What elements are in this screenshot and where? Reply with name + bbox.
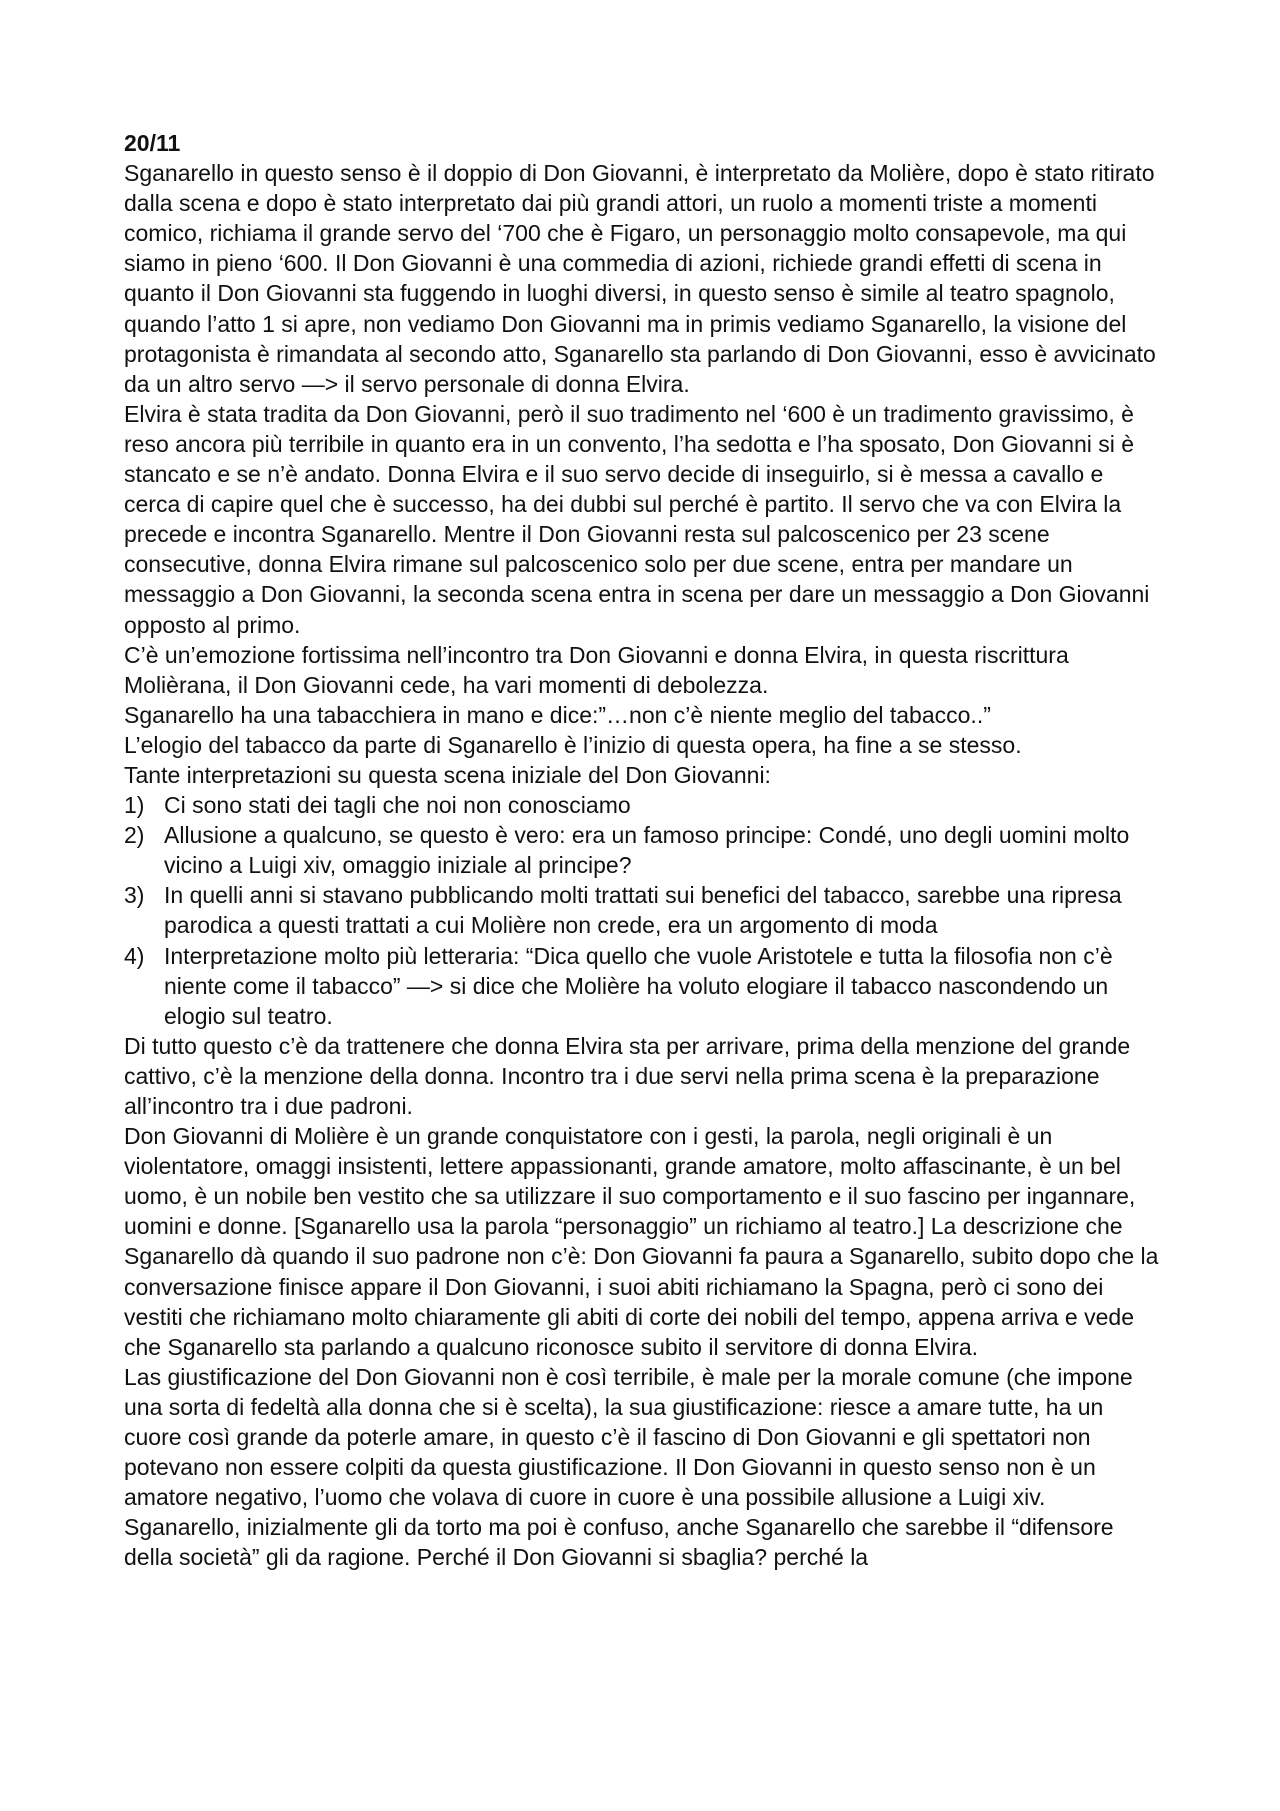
paragraph: Sganarello in questo senso è il doppio di Don Giovanni, è interpretato da Molière, dopo è stato ritirato dalla scena e dopo è stato interpretato dai più grandi attori, un ruolo a momenti triste a momenti comico, richiama il grande servo del ‘700 che è Figaro, un personaggio molto consapevole, ma qui siamo in pieno ‘600. Il Don Giovanni è una commedia di azioni, richiede grandi effetti di scena in quanto il Don Giovanni sta fuggendo in luoghi diversi, in questo senso è simile al teatro spagnolo, quando l’atto 1 si apre, non vediamo Don Giovanni ma in primis vediamo Sganarello, la visione del protagonista è rimandata al secondo atto, Sganarello sta parlando di Don Giovanni, esso è avvicinato da un altro servo —> il servo personale di donna Elvira. [124,160,1156,397]
paragraph: Sganarello ha una tabacchiera in mano e dice:”…non c’è niente meglio del tabacco..” [124,701,991,728]
paragraph: Las giustificazione del Don Giovanni non è così terribile, è male per la morale comune (che impone una sorta di fedeltà alla donna che si è scelta), la sua giustificazione: riesce a amare tutte, ha un cuore così grande da poterle amare, in questo c’è il fascino di Don Giovanni e gli spettatori non potevano non essere colpiti da questa giustificazione. Il Don Giovanni in questo senso non è un amatore negativo, l’uomo che volava di cuore in cuore è una possibile allusione a Luigi xiv. [124,1363,1133,1511]
list-item [124,790,1164,820]
list-item-text: In quelli anni si stavano pubblicando molti trattati sui benefici del tabacco, sarebbe una ripresa parodica a questi trattati a cui Molière non crede, era un argomento di moda [164,882,1122,939]
list-item-number: 1) [124,792,145,819]
list-item-text: Allusione a qualcuno, se questo è vero: era un famoso principe: Condé, uno degli uomini molto vicino a Luigi xiv, omaggio iniziale al principe? [164,822,1130,879]
list-item-text: Ci sono stati dei tagli che noi non conosciamo [164,792,631,819]
paragraph: Tante interpretazioni su questa scena iniziale del Don Giovanni: [124,761,771,788]
list-item-text: Interpretazione molto più letteraria: “Dica quello che vuole Aristotele e tutta la filosofia non c’è niente come il tabacco” —> si dice che Molière ha voluto elogiare il tabacco nascondendo un elogio sul teatro. [164,942,1113,1029]
paragraph: Sganarello, inizialmente gli da torto ma poi è confuso, anche Sganarello che sarebbe il “difensore della società” gli da ragione. Perché il Don Giovanni si sbaglia? perché la [124,1514,1114,1571]
paragraph: Elvira è stata tradita da Don Giovanni, però il suo tradimento nel ‘600 è un tradimento gravissimo, è reso ancora più terribile in quanto era in un convento, l’ha sedotta e l’ha sposato, Don Giovanni si è stancato e se n’è andato. Donna Elvira e il suo servo decide di inseguirlo, si è messa a cavallo e cerca di capire quel che è successo, ha dei dubbi sul perché è partito. Il servo che va con Elvira la precede e incontra Sganarello. Mentre il Don Giovanni resta sul palcoscenico per 23 scene consecutive, donna Elvira rimane sul palcoscenico solo per due scene, entra per mandare un messaggio a Don Giovanni, la seconda scena entra in scena per dare un messaggio a Don Giovanni opposto al primo. [124,400,1150,638]
list-item-number: 4) [124,942,145,969]
date-heading: 20/11 [124,130,181,156]
paragraph: Di tutto questo c’è da trattenere che donna Elvira sta per arrivare, prima della menzione del grande cattivo, c’è la menzione della donna. Incontro tra i due servi nella prima scena è la preparazione all’incontro tra i due padroni. [124,1032,1131,1119]
list-item-number: 3) [124,882,145,909]
paragraph: C’è un’emozione fortissima nell’incontro tra Don Giovanni e donna Elvira, in questa riscrittura Molièrana, il Don Giovanni cede, ha vari momenti di debolezza. [124,641,1069,698]
interpretations-list [124,790,1164,1031]
list-item [124,880,1164,940]
list-item [124,820,1164,880]
list-item-number: 2) [124,822,145,849]
paragraph: Don Giovanni di Molière è un grande conquistatore con i gesti, la parola, negli originali è un violentatore, omaggi insistenti, lettere appassionanti, grande amatore, molto affascinante, è un bel uomo, è un nobile ben vestito che sa utilizzare il suo comportamento e il suo fascino per ingannare, uomini e donne. [Sganarello usa la parola “personaggio” un richiamo al teatro.] La descrizione che Sganarello dà quando il suo padrone non c’è: Don Giovanni fa paura a Sganarello, subito dopo che la conversazione finisce appare il Don Giovanni, i suoi abiti richiamano la Spagna, però ci sono dei vestiti che richiamano molto chiaramente gli abiti di corte dei nobili del tempo, appena arriva e vede che Sganarello sta parlando a qualcuno riconosce subito il servitore di donna Elvira. [124,1123,1159,1360]
list-item [124,941,1164,1031]
paragraph: L’elogio del tabacco da parte di Sganarello è l’inizio di questa opera, ha fine a se stesso. [124,731,1022,758]
document-page [124,128,1164,1573]
